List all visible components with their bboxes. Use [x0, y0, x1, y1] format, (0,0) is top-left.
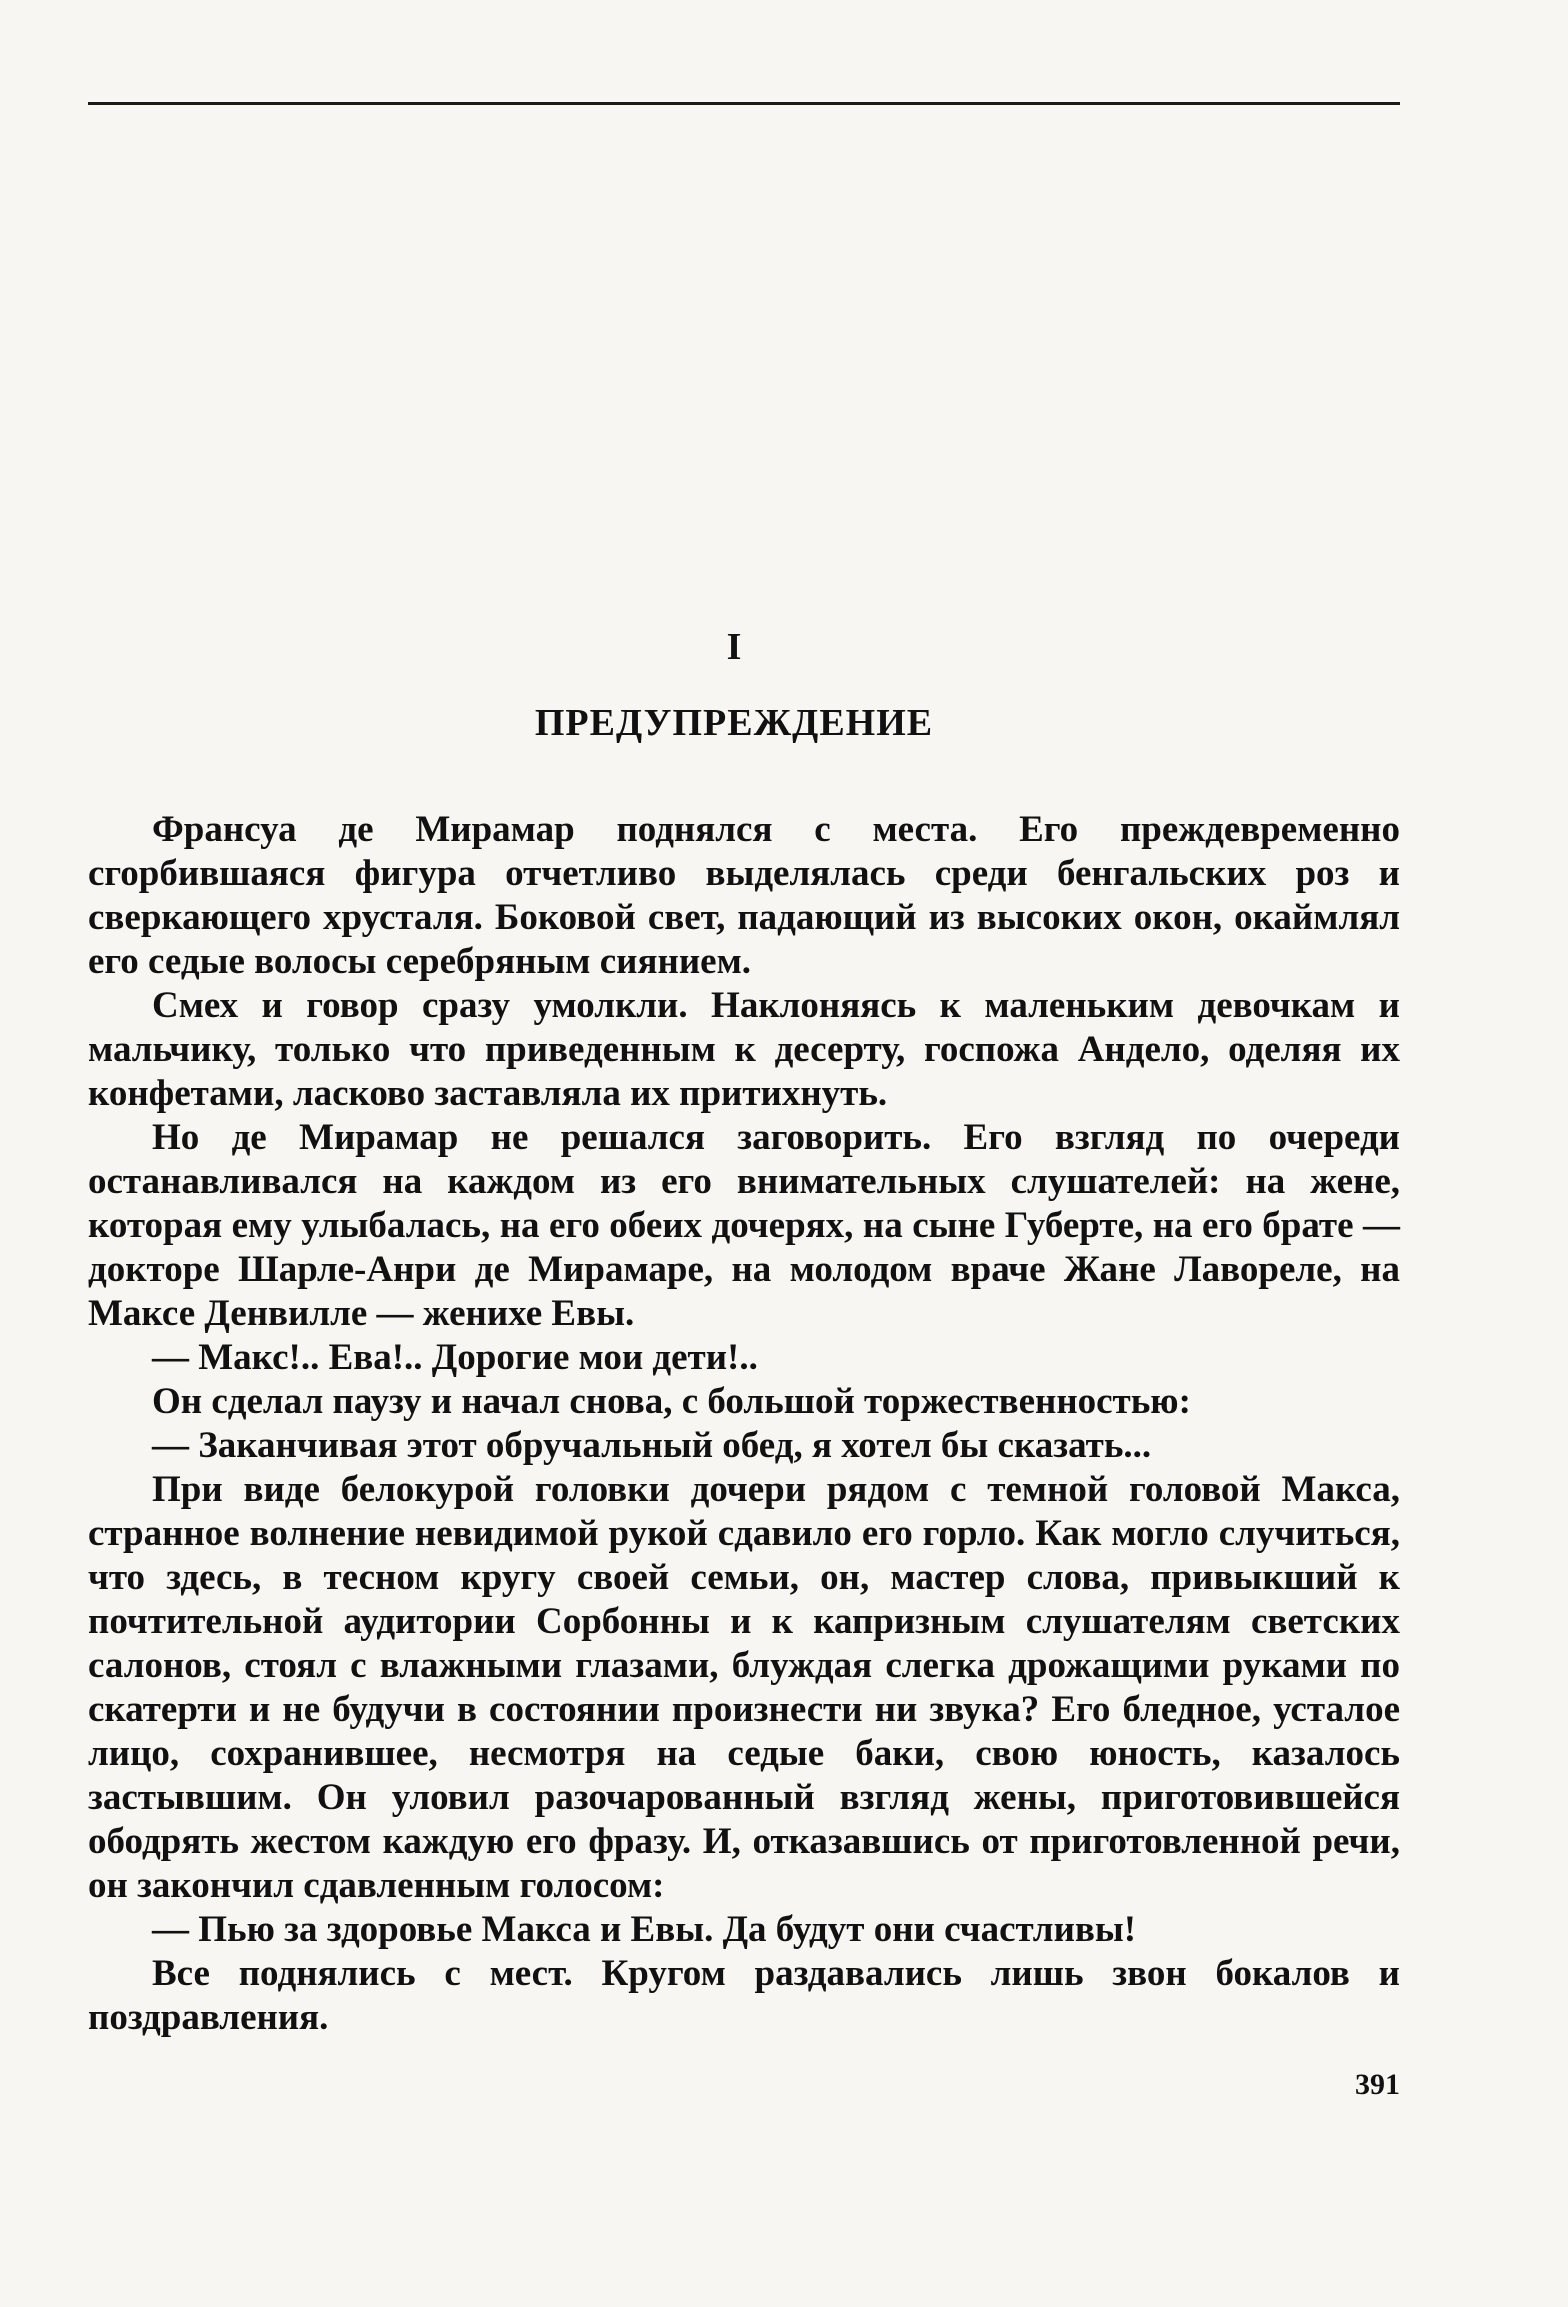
paragraph: — Пью за здоровье Макса и Евы. Да будут они счастливы! — [152, 1909, 1137, 1950]
paragraph: Все поднялись с мест. Кругом раздавались лишь звон бокалов и поздравления. — [88, 1953, 1400, 2038]
paragraph: — Макс!.. Ева!.. Дорогие мои дети!.. — [152, 1337, 758, 1378]
chapter-title: ПРЕДУПРЕЖДЕНИЕ — [534, 702, 934, 744]
paragraph: Смех и говор сразу умолкли. Наклоняясь к маленьким девочкам и мальчику, только что приведенным к десерту, госпожа Андело, оделяя их конфетами, ласково заставляла их притихнуть. — [88, 985, 1400, 1114]
paragraph: Но де Мирамар не решался заговорить. Его взгляд по очереди останавливался на каждом из его внимательных слушателей: на жене, которая ему улыбалась, на его обеих дочерях, на сыне Губерте, на его брате — докторе Шарле-Анри де Мирамаре, на молодом враче Жане Лавореле, на Максе Денвилле — женихе Евы. — [88, 1117, 1400, 1334]
paragraph: — Заканчивая этот обручальный обед, я хотел бы сказать... — [152, 1425, 1152, 1466]
top-rule — [88, 102, 1400, 105]
chapter-number: I — [726, 626, 742, 668]
body-text — [88, 808, 1400, 2040]
page-number: 391 — [1355, 2068, 1400, 2101]
paragraph: При виде белокурой головки дочери рядом с темной головой Макса, странное волнение невидимой рукой сдавило его горло. Как могло случиться, что здесь, в тесном кругу своей семьи, он, мастер слова, привыкший к почтительной аудитории Сорбонны и к капризным слушателям светских салонов, стоял с влажными глазами, блуждая слегка дрожащими руками по скатерти и не будучи в состоянии произнести ни звука? Его бледное, усталое лицо, сохранившее, несмотря на седые баки, свою юность, казалось застывшим. Он уловил разочарованный взгляд жены, приготовившейся ободрять жестом каждую его фразу. И, отказавшись от приготовленной речи, он закончил сдавленным голосом: — [88, 1469, 1400, 1906]
paragraph: Он сделал паузу и начал снова, с большой торжественностью: — [152, 1381, 1191, 1422]
paragraph: Франсуа де Мирамар поднялся с места. Его преждевременно сгорбившаяся фигура отчетливо выделялась среди бенгальских роз и сверкающего хрусталя. Боковой свет, падающий из высоких окон, окаймлял его седые волосы серебряным сиянием. — [88, 809, 1400, 982]
